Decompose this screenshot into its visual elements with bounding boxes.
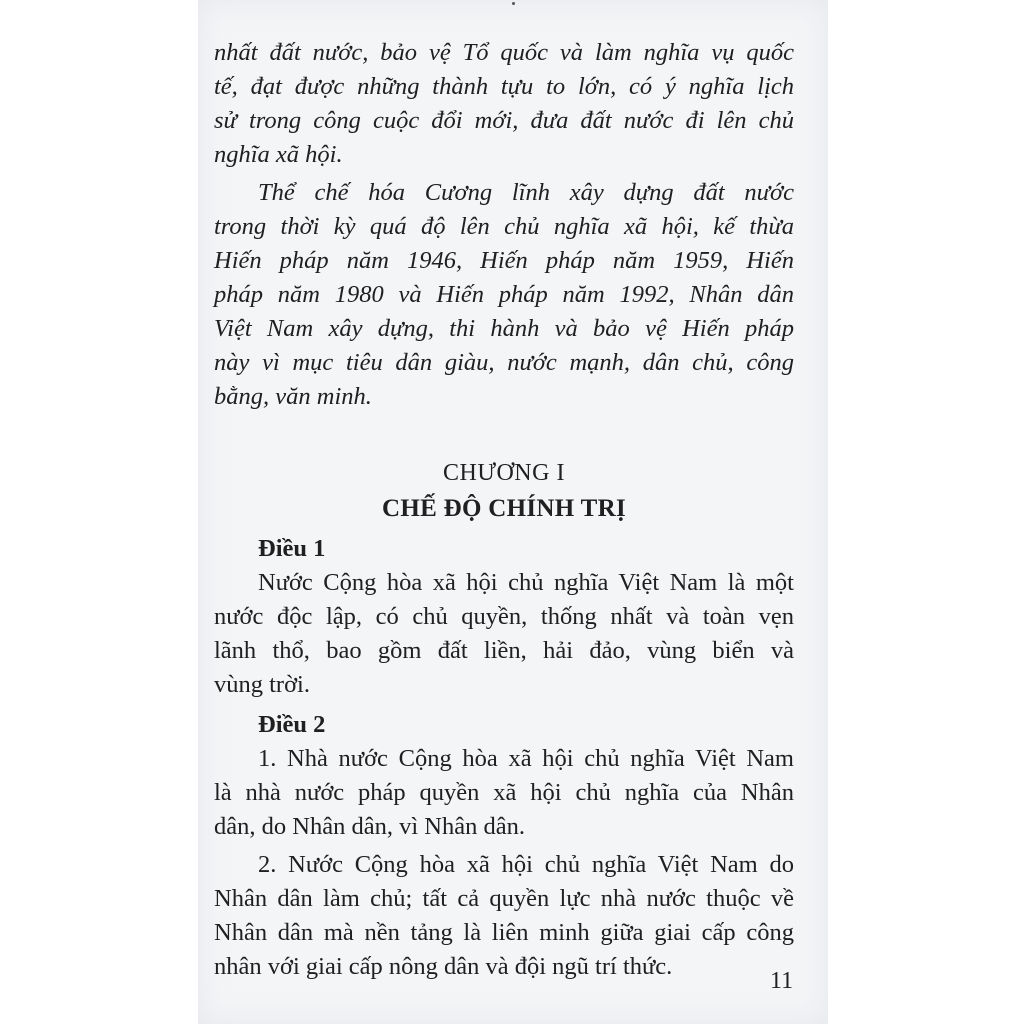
text-line: vùng trời.: [214, 671, 310, 698]
article-2-clause-1: [214, 742, 794, 844]
text-line: Nhân dân làm chủ; tất cả quyền lực nhà nước thuộc về: [214, 885, 794, 912]
text-line: trong thời kỳ quá độ lên chủ nghĩa xã hội, kế thừa: [214, 213, 794, 240]
chapter-title: CHẾ ĐỘ CHÍNH TRỊ: [382, 495, 626, 522]
text-line: là nhà nước pháp quyền xã hội chủ nghĩa của Nhân: [214, 779, 794, 806]
text-line: 2. Nước Cộng hòa xã hội chủ nghĩa Việt Nam do: [258, 851, 794, 878]
text-line: Thể chế hóa Cương lĩnh xây dựng đất nước: [258, 179, 794, 206]
article-1-body: [214, 566, 794, 702]
article-2-clause-2: [214, 848, 794, 984]
page-number: 11: [770, 968, 794, 994]
text-line: 1. Nhà nước Cộng hòa xã hội chủ nghĩa Việt Nam: [258, 745, 794, 772]
text-line: nhất đất nước, bảo vệ Tổ quốc và làm nghĩa vụ quốc: [214, 39, 794, 66]
text-line: tế, đạt được những thành tựu to lớn, có ý nghĩa lịch: [214, 73, 794, 100]
text-line: sử trong công cuộc đổi mới, đưa đất nước đi lên chủ: [214, 107, 794, 134]
text-line: nước độc lập, có chủ quyền, thống nhất và toàn vẹn: [214, 603, 794, 630]
text-line: bằng, văn minh.: [214, 383, 372, 410]
preamble-paragraph-2: [214, 176, 794, 414]
text-line: Nước Cộng hòa xã hội chủ nghĩa Việt Nam là một: [258, 569, 794, 596]
text-line: nghĩa xã hội.: [214, 141, 343, 168]
text-line: Hiến pháp năm 1946, Hiến pháp năm 1959, Hiến: [214, 247, 794, 274]
text-line: lãnh thổ, bao gồm đất liền, hải đảo, vùng biển và: [214, 637, 794, 664]
page-speck: [512, 2, 515, 5]
text-line: Việt Nam xây dựng, thi hành và bảo vệ Hiến pháp: [214, 315, 794, 342]
chapter-label: CHƯƠNG I: [443, 460, 565, 486]
article-2-heading: Điều 2: [258, 711, 326, 738]
text-line: này vì mục tiêu dân giàu, nước mạnh, dân chủ, công: [214, 349, 794, 376]
preamble-paragraph-1: [214, 36, 794, 172]
text-line: nhân với giai cấp nông dân và đội ngũ trí thức.: [214, 953, 673, 980]
text-line: pháp năm 1980 và Hiến pháp năm 1992, Nhân dân: [214, 281, 794, 308]
article-1-heading: Điều 1: [258, 535, 326, 562]
text-line: Nhân dân mà nền tảng là liên minh giữa giai cấp công: [214, 919, 794, 946]
text-line: dân, do Nhân dân, vì Nhân dân.: [214, 813, 525, 840]
page-body: [214, 36, 794, 984]
